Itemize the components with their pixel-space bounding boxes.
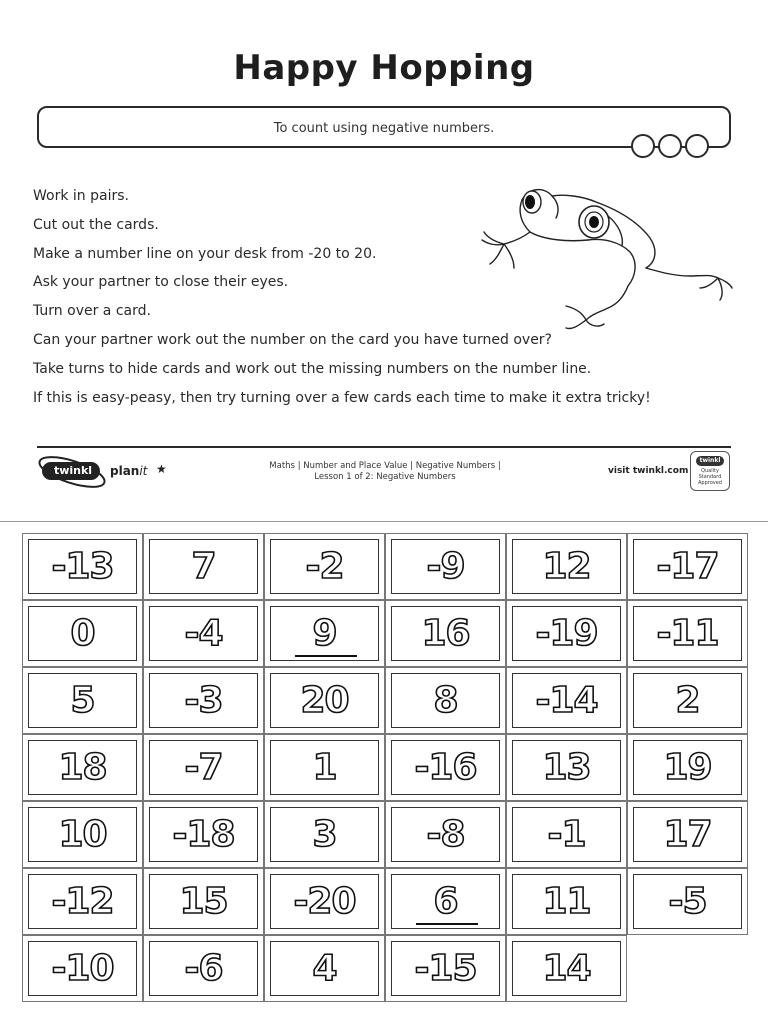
card-border [512,874,621,929]
card-border [149,673,258,728]
number-card [22,734,143,801]
circle-icon [631,134,655,158]
card-border [149,874,258,929]
card-border [391,673,500,728]
instruction-item: Ask your partner to close their eyes. [33,274,289,291]
card-border [270,874,379,929]
number-card [22,935,143,1002]
badge-line: Quality Standard [698,468,722,480]
number-card [506,734,627,801]
card-number: -14 [535,680,598,721]
number-card [627,533,748,600]
card-border [149,740,258,795]
card-border [270,673,379,728]
number-card [627,600,748,667]
learning-objective: To count using negative numbers. [273,121,495,136]
card-border [28,673,137,728]
card-border [270,539,379,594]
number-card [385,935,506,1002]
card-number: 11 [542,881,591,922]
card-number: 8 [433,680,458,721]
card-number: -12 [51,881,114,922]
instruction-item: Take turns to hide cards and work out the missing numbers on the number line. [33,360,592,377]
orientation-underline [295,655,357,657]
card-number: -13 [51,546,114,587]
card-border [512,807,621,862]
card-number: 3 [312,814,337,855]
page-title: Happy Hopping [233,48,535,88]
card-number: 1 [312,747,337,788]
card-number: -4 [184,613,223,654]
card-number: -8 [426,814,465,855]
number-card [627,868,748,935]
card-border [391,606,500,661]
card-number: -15 [414,948,477,989]
number-card [143,801,264,868]
number-card [506,600,627,667]
card-border [270,606,379,661]
number-card [264,533,385,600]
card-number: 12 [542,546,591,587]
star-icon: ★ [156,462,167,476]
planit-plan: plan [110,464,140,478]
card-border [28,874,137,929]
card-border [633,807,742,862]
number-card [264,667,385,734]
number-card [264,734,385,801]
card-number: 5 [70,680,95,721]
number-card [143,734,264,801]
card-number: 0 [70,613,95,654]
card-number: 4 [312,948,337,989]
instruction-item: Turn over a card. [33,303,151,320]
card-border [28,941,137,996]
card-number: -18 [172,814,235,855]
number-card [143,600,264,667]
cut-line [0,521,768,522]
card-number: -11 [656,613,719,654]
card-number: -6 [184,948,223,989]
number-card [627,667,748,734]
circle-icon [685,134,709,158]
card-border [512,740,621,795]
card-number: -9 [426,546,465,587]
card-number: 18 [58,747,107,788]
number-card [143,667,264,734]
card-number: -3 [184,680,223,721]
number-card [506,533,627,600]
card-number: 19 [663,747,712,788]
card-number: 13 [542,747,591,788]
footer-breadcrumb [240,461,530,483]
number-card [385,667,506,734]
card-border [512,673,621,728]
card-number: 6 [433,881,458,922]
card-border [28,740,137,795]
card-border [391,539,500,594]
number-card [627,734,748,801]
number-card [506,935,627,1002]
footer-divider [37,446,731,448]
card-border [391,740,500,795]
circle-icon [658,134,682,158]
curriculum-path: Maths | Number and Place Value | Negative Numbers | [269,461,501,471]
brand-name: twinkl [53,464,93,477]
badge-logo: twinkl [696,456,724,466]
card-border [270,740,379,795]
card-border [149,941,258,996]
planit-it: it [139,464,148,478]
instruction-item: Can your partner work out the number on the card you have turned over? [33,331,552,348]
card-number: -20 [293,881,356,922]
planit-wordmark [110,464,147,478]
card-border [512,606,621,661]
card-number: 2 [675,680,700,721]
number-card [264,600,385,667]
card-number: 17 [663,814,712,855]
card-border [512,539,621,594]
card-number: 14 [542,948,591,989]
number-card [506,801,627,868]
number-card [264,935,385,1002]
number-card [143,533,264,600]
quality-badge-icon [690,451,730,491]
number-card [22,667,143,734]
instruction-item: Work in pairs. [33,188,129,204]
card-border [633,673,742,728]
number-card [22,600,143,667]
card-border [391,941,500,996]
card-number: 16 [421,613,470,654]
card-number: -2 [305,546,344,587]
number-card [385,533,506,600]
instruction-item: Cut out the cards. [33,216,159,233]
orientation-underline [416,923,478,925]
card-number: -7 [184,747,223,788]
card-border [633,606,742,661]
card-number: 10 [58,814,107,855]
card-number: -16 [414,747,477,788]
number-card [22,533,143,600]
number-card [22,868,143,935]
number-card [385,600,506,667]
number-card [22,801,143,868]
lesson-label: Lesson 1 of 2: Negative Numbers [314,472,456,482]
instruction-item: Make a number line on your desk from -20 to 20. [33,245,377,262]
number-card [385,801,506,868]
card-number: 9 [312,613,337,654]
visit-link[interactable]: visit twinkl.com [608,466,689,476]
card-number: 15 [179,881,228,922]
frog-illustration [478,180,738,340]
card-border [270,807,379,862]
card-border [149,807,258,862]
number-card [627,801,748,868]
card-border [633,539,742,594]
card-border [28,606,137,661]
number-card [385,868,506,935]
card-border [149,606,258,661]
card-number: -19 [535,613,598,654]
number-card [264,801,385,868]
number-card [506,868,627,935]
card-border [391,807,500,862]
card-border [391,874,500,929]
card-border [633,874,742,929]
instruction-item: If this is easy-peasy, then try turning over a few cards each time to make it extra tricky! [33,389,651,406]
card-border [633,740,742,795]
card-number: 20 [300,680,349,721]
number-card [264,868,385,935]
number-card [506,667,627,734]
badge-line: Approved [698,480,722,486]
card-border [149,539,258,594]
number-card [143,868,264,935]
card-number: -10 [51,948,114,989]
card-number: -17 [656,546,719,587]
card-border [512,941,621,996]
objective-box [37,106,731,148]
card-number: 7 [191,546,216,587]
card-border [270,941,379,996]
number-card [143,935,264,1002]
card-border [28,807,137,862]
card-number: -5 [668,881,707,922]
card-number: -1 [547,814,586,855]
card-border [28,539,137,594]
number-card [385,734,506,801]
